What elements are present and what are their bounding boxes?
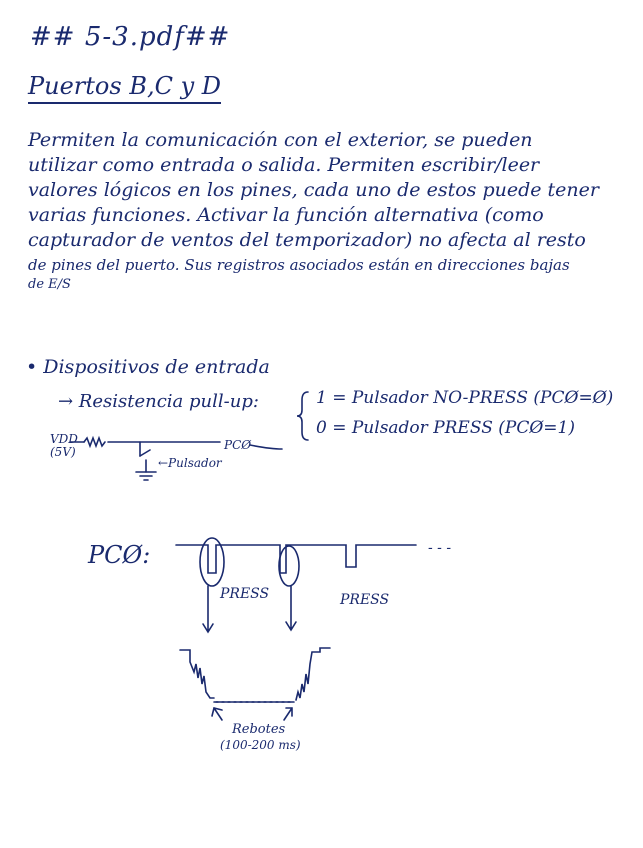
ground-symbol: [136, 472, 156, 480]
state-brace: [297, 392, 308, 440]
rebote-arrow-left: [212, 708, 222, 720]
press-circle-1: [200, 538, 224, 586]
state-1-note: 1 = Pulsador NO-PRESS (PCØ=Ø): [316, 388, 614, 408]
paragraph-line: utilizar como entrada o salida. Permiten escribir/leer: [28, 154, 540, 176]
vdd-text: VDD: [50, 432, 78, 446]
pullup-resistor-label: → Resistencia pull-up:: [58, 391, 259, 412]
press-label-2: PRESS: [340, 592, 390, 608]
bounce-waveform: [180, 648, 330, 702]
wire-to-brace: [250, 445, 282, 449]
paragraph-line: de E/S: [28, 277, 71, 292]
resistor-zigzag: [84, 438, 105, 446]
section-subtitle: Puertos B,C y D: [28, 72, 221, 104]
rebotes-range: (100-200 ms): [220, 738, 301, 752]
state-0-note: 0 = Pulsador PRESS (PCØ=1): [316, 418, 575, 438]
press-circle-2: [279, 546, 299, 586]
pc0-pin-label: PCØ: [224, 438, 252, 452]
signal-label: PCØ:: [88, 541, 151, 569]
page-title: ## 5-3.pdf##: [30, 22, 231, 52]
switch: [140, 450, 150, 456]
paragraph-line: capturador de ventos del temporizador) no afecta al resto: [28, 229, 586, 251]
paragraph-line: valores lógicos en los pines, cada uno de estos puede tener: [28, 179, 599, 201]
press-label-1: PRESS: [220, 586, 270, 602]
rebote-arrow-right: [284, 708, 292, 720]
paragraph-line: varias funciones. Activar la función alternativa (como: [28, 204, 544, 226]
arrow-down-1: [203, 586, 213, 632]
vdd-value: (5V): [50, 445, 76, 459]
signal-ellipsis: - - -: [428, 540, 452, 556]
arrow-down-2: [286, 586, 296, 630]
pulsador-label: ←Pulsador: [158, 456, 222, 470]
rebotes-label: Rebotes: [232, 722, 286, 737]
paragraph-line: Permiten la comunicación con el exterior, se pueden: [28, 129, 533, 151]
input-devices-bullet: • Dispositivos de entrada: [26, 356, 270, 378]
paragraph-line: de pines del puerto. Sus registros asociados están en direcciones bajas: [28, 256, 570, 274]
signal-trace: [176, 545, 416, 573]
